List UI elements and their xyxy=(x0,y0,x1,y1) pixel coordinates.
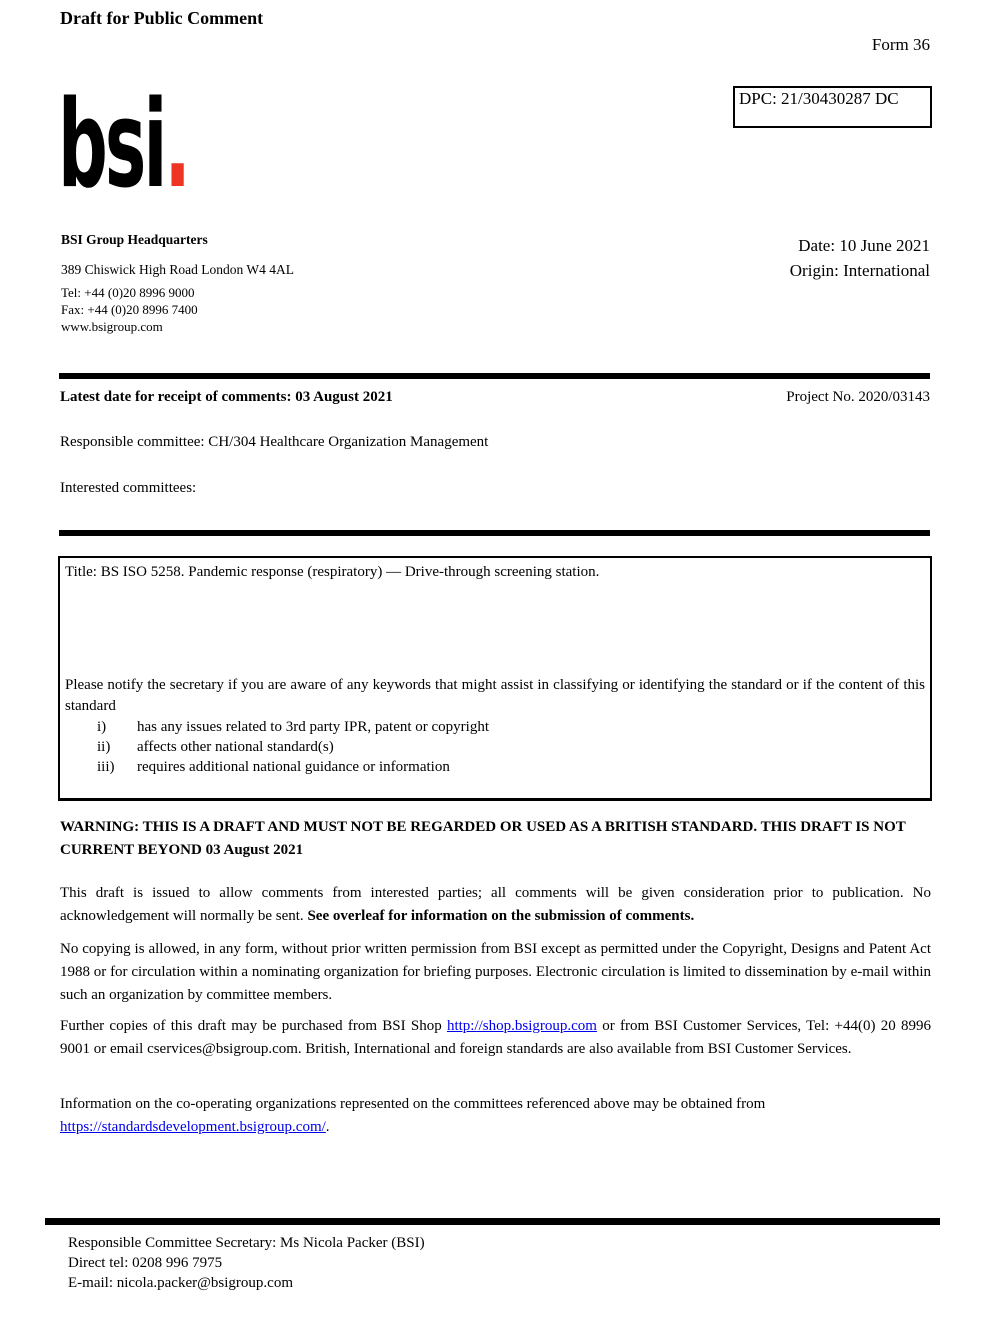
latest-date-label: Latest date for receipt of comments: 03 August 2021 xyxy=(60,389,393,405)
issue-date: Date: 10 June 2021 xyxy=(798,236,930,255)
date-origin-block xyxy=(790,233,930,283)
hq-website: www.bsigroup.com xyxy=(61,319,163,334)
secretary-tel: Direct tel: 0208 996 7975 xyxy=(68,1255,223,1271)
responsible-committee: Responsible committee: CH/304 Healthcare Organization Management xyxy=(60,434,489,450)
further-copies-post: or from BSI Customer Services, Tel: +44(0) 20 8996 9001 or email cservices@bsigroup.com. British, International and foreign standards are also available from BSI Customer Services. xyxy=(60,1018,931,1057)
dpc-number-box xyxy=(733,86,932,128)
secretary-email: E-mail: nicola.packer@bsigroup.com xyxy=(68,1275,293,1291)
further-copies-pre: Further copies of this draft may be purchased from BSI Shop xyxy=(60,1018,447,1034)
draft-warning-text: WARNING: THIS IS A DRAFT AND MUST NOT BE REGARDED OR USED AS A BRITISH STANDARD. THIS DRAFT IS NOT CURRENT BEYOND 03 August 2021 xyxy=(60,819,906,858)
keyword-item-number: i) xyxy=(97,719,107,735)
page-title: Draft for Public Comment xyxy=(60,8,264,28)
keyword-item-text: has any issues related to 3rd party IPR, patent or copyright xyxy=(137,719,490,735)
bsi-logo xyxy=(58,76,188,215)
keyword-item xyxy=(65,737,925,757)
standards-development-link[interactable]: https://standardsdevelopment.bsigroup.com/ xyxy=(60,1119,326,1135)
secretary-contact-block xyxy=(68,1233,425,1293)
draft-issued-text: This draft is issued to allow comments from interested parties; all comments will be given consideration prior to publication. No acknowledgement will normally be sent. xyxy=(60,885,931,924)
secretary-name: Responsible Committee Secretary: Ms Nicola Packer (BSI) xyxy=(68,1235,425,1251)
divider-bar-top xyxy=(59,373,930,379)
hq-street: 389 Chiswick High Road London W4 4AL xyxy=(61,262,294,277)
info-post: . xyxy=(325,1119,330,1135)
standard-title: Title: BS ISO 5258. Pandemic response (respiratory) — Drive-through screening station. xyxy=(65,564,600,580)
bsi-shop-link[interactable]: http://shop.bsigroup.com xyxy=(446,1018,597,1034)
bsi-logo-text: bsi xyxy=(58,76,165,215)
keywords-notify-text: Please notify the secretary if you are aware of any keywords that might assist in classifying or identifying the standard or if the content of this standard xyxy=(65,677,925,714)
hq-fax: Fax: +44 (0)20 8996 7400 xyxy=(61,302,198,317)
draft-issued-paragraph xyxy=(60,882,931,928)
standard-title-box xyxy=(58,556,932,801)
see-overleaf-text: See overleaf for information on the submission of comments. xyxy=(307,908,695,924)
form-number: Form 36 xyxy=(871,35,930,54)
further-copies-paragraph xyxy=(60,1015,931,1061)
keyword-item-text: requires additional national guidance or information xyxy=(137,759,450,775)
dpc-number: DPC: 21/30430287 DC xyxy=(739,89,899,108)
keyword-item xyxy=(65,757,925,777)
keyword-item-number: iii) xyxy=(97,759,115,775)
divider-bar-bottom xyxy=(45,1218,940,1225)
project-number: Project No. 2020/03143 xyxy=(786,389,930,405)
cooperating-orgs-paragraph xyxy=(60,1093,931,1139)
info-pre: Information on the co-operating organizations represented on the committees referenced above may be obtained from xyxy=(60,1096,766,1112)
no-copying-paragraph: No copying is allowed, in any form, without prior written permission from BSI except as permitted under the Copyright, Designs and Patent Act 1988 or for circulation within a nominating organization for briefing purposes. Electronic circulation is limited to dissemination by e-mail within such an organization by committee members. xyxy=(60,941,931,1003)
comments-deadline-row xyxy=(60,389,930,406)
address-block xyxy=(61,231,294,335)
hq-title: BSI Group Headquarters xyxy=(61,232,208,247)
interested-committees: Interested committees: xyxy=(60,480,197,496)
keyword-item-text: affects other national standard(s) xyxy=(137,739,334,755)
hq-tel: Tel: +44 (0)20 8996 9000 xyxy=(61,285,195,300)
origin: Origin: International xyxy=(789,261,930,280)
keyword-item-number: ii) xyxy=(97,739,111,755)
bsi-logo-red-dot: . xyxy=(164,76,188,215)
divider-bar-middle xyxy=(59,530,930,536)
keyword-item xyxy=(65,717,925,737)
